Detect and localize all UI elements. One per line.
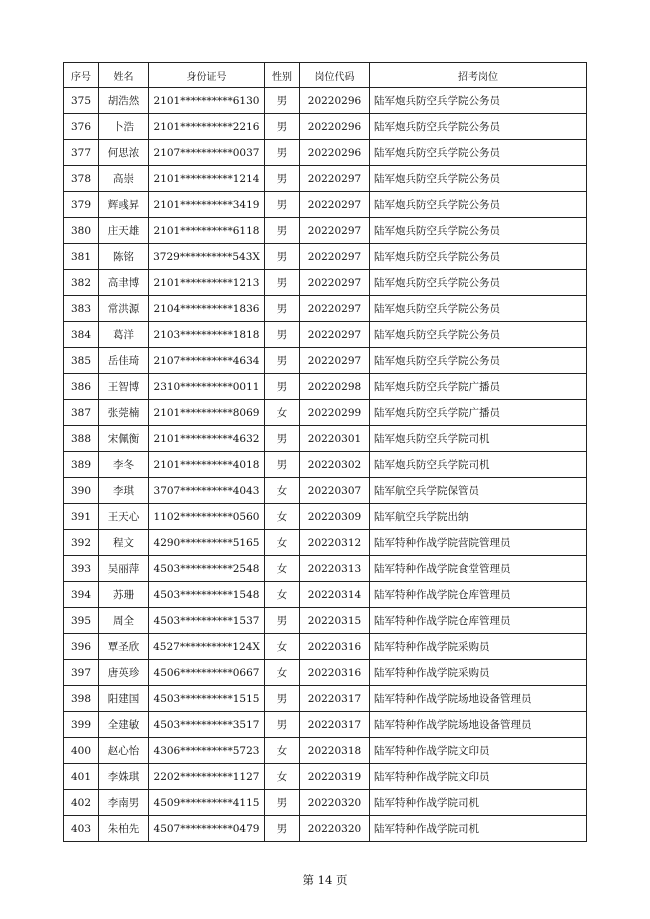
cell-gender: 女 (265, 530, 300, 556)
cell-post-code: 20220307 (300, 478, 370, 504)
cell-id-number: 1102**********0560 (149, 504, 265, 530)
cell-post-code: 20220297 (300, 166, 370, 192)
table-row (64, 504, 587, 530)
table-row (64, 270, 587, 296)
cell-id-number: 2101**********1214 (149, 166, 265, 192)
cell-index: 380 (64, 218, 99, 244)
table-row (64, 166, 587, 192)
cell-gender: 男 (265, 244, 300, 270)
cell-post-code: 20220316 (300, 634, 370, 660)
cell-gender: 男 (265, 296, 300, 322)
cell-id-number: 4509**********4115 (149, 790, 265, 816)
cell-gender: 男 (265, 192, 300, 218)
cell-index: 383 (64, 296, 99, 322)
cell-index: 391 (64, 504, 99, 530)
table-row (64, 712, 587, 738)
cell-gender: 男 (265, 114, 300, 140)
cell-index: 385 (64, 348, 99, 374)
cell-index: 381 (64, 244, 99, 270)
table-row (64, 530, 587, 556)
cell-post-code: 20220297 (300, 270, 370, 296)
cell-index: 403 (64, 816, 99, 842)
cell-name: 李南男 (99, 790, 149, 816)
cell-gender: 男 (265, 452, 300, 478)
cell-id-number: 4506**********0667 (149, 660, 265, 686)
cell-post-code: 20220318 (300, 738, 370, 764)
cell-post-code: 20220296 (300, 88, 370, 114)
cell-id-number: 3729**********543X (149, 244, 265, 270)
table-row (64, 634, 587, 660)
cell-post-code: 20220320 (300, 790, 370, 816)
cell-post-code: 20220317 (300, 686, 370, 712)
cell-name: 王天心 (99, 504, 149, 530)
cell-post: 陆军航空兵学院出纳 (370, 504, 587, 530)
cell-index: 388 (64, 426, 99, 452)
cell-post: 陆军炮兵防空兵学院公务员 (370, 192, 587, 218)
cell-gender: 男 (265, 426, 300, 452)
table-row (64, 374, 587, 400)
table-row (64, 790, 587, 816)
cell-gender: 男 (265, 270, 300, 296)
cell-index: 379 (64, 192, 99, 218)
cell-post: 陆军炮兵防空兵学院公务员 (370, 348, 587, 374)
cell-post: 陆军炮兵防空兵学院公务员 (370, 166, 587, 192)
cell-post: 陆军炮兵防空兵学院公务员 (370, 270, 587, 296)
cell-post: 陆军炮兵防空兵学院司机 (370, 452, 587, 478)
roster-table (63, 62, 587, 842)
cell-post-code: 20220298 (300, 374, 370, 400)
cell-id-number: 2103**********1818 (149, 322, 265, 348)
cell-id-number: 4503**********2548 (149, 556, 265, 582)
cell-id-number: 2101**********2216 (149, 114, 265, 140)
table-row (64, 192, 587, 218)
cell-post: 陆军特种作战学院仓库管理员 (370, 582, 587, 608)
cell-name: 庄天雄 (99, 218, 149, 244)
cell-index: 382 (64, 270, 99, 296)
cell-name: 全建敏 (99, 712, 149, 738)
cell-gender: 男 (265, 218, 300, 244)
cell-post: 陆军炮兵防空兵学院公务员 (370, 114, 587, 140)
cell-id-number: 4503**********1515 (149, 686, 265, 712)
cell-name: 李姝琪 (99, 764, 149, 790)
cell-name: 赵心怡 (99, 738, 149, 764)
cell-index: 399 (64, 712, 99, 738)
cell-post-code: 20220297 (300, 192, 370, 218)
cell-id-number: 4507**********0479 (149, 816, 265, 842)
cell-gender: 女 (265, 582, 300, 608)
table-row (64, 296, 587, 322)
table-row (64, 478, 587, 504)
cell-name: 朱柏先 (99, 816, 149, 842)
cell-index: 400 (64, 738, 99, 764)
cell-name: 李冬 (99, 452, 149, 478)
header-name: 姓名 (99, 63, 149, 88)
cell-name: 卜浩 (99, 114, 149, 140)
table-row (64, 686, 587, 712)
cell-id-number: 4306**********5723 (149, 738, 265, 764)
cell-id-number: 2101**********6118 (149, 218, 265, 244)
cell-index: 398 (64, 686, 99, 712)
cell-id-number: 2101**********4018 (149, 452, 265, 478)
cell-index: 397 (64, 660, 99, 686)
cell-id-number: 2101**********8069 (149, 400, 265, 426)
cell-gender: 男 (265, 322, 300, 348)
cell-id-number: 2310**********0011 (149, 374, 265, 400)
cell-name: 常洪源 (99, 296, 149, 322)
cell-post: 陆军特种作战学院采购员 (370, 660, 587, 686)
cell-gender: 女 (265, 478, 300, 504)
cell-gender: 男 (265, 790, 300, 816)
cell-index: 387 (64, 400, 99, 426)
cell-index: 402 (64, 790, 99, 816)
cell-id-number: 2101**********1213 (149, 270, 265, 296)
cell-gender: 男 (265, 816, 300, 842)
cell-name: 岳佳琦 (99, 348, 149, 374)
cell-id-number: 2101**********4632 (149, 426, 265, 452)
table-row (64, 426, 587, 452)
cell-post: 陆军特种作战学院文印员 (370, 764, 587, 790)
cell-post-code: 20220317 (300, 712, 370, 738)
table-row (64, 140, 587, 166)
cell-index: 377 (64, 140, 99, 166)
cell-post-code: 20220301 (300, 426, 370, 452)
cell-name: 王智博 (99, 374, 149, 400)
table-row (64, 88, 587, 114)
table-row (64, 322, 587, 348)
table-row (64, 452, 587, 478)
header-id-number: 身份证号 (149, 63, 265, 88)
cell-index: 378 (64, 166, 99, 192)
cell-name: 宋佩衡 (99, 426, 149, 452)
table-row (64, 400, 587, 426)
cell-post-code: 20220319 (300, 764, 370, 790)
cell-post: 陆军炮兵防空兵学院公务员 (370, 218, 587, 244)
cell-id-number: 4290**********5165 (149, 530, 265, 556)
cell-gender: 男 (265, 712, 300, 738)
cell-id-number: 2107**********0037 (149, 140, 265, 166)
cell-post: 陆军特种作战学院文印员 (370, 738, 587, 764)
cell-index: 386 (64, 374, 99, 400)
cell-name: 程文 (99, 530, 149, 556)
cell-id-number: 2107**********4634 (149, 348, 265, 374)
cell-id-number: 4503**********1548 (149, 582, 265, 608)
cell-id-number: 4527**********124X (149, 634, 265, 660)
cell-id-number: 2101**********3419 (149, 192, 265, 218)
cell-post: 陆军特种作战学院场地设备管理员 (370, 712, 587, 738)
cell-post-code: 20220320 (300, 816, 370, 842)
cell-post-code: 20220315 (300, 608, 370, 634)
cell-name: 陈铭 (99, 244, 149, 270)
cell-post-code: 20220313 (300, 556, 370, 582)
cell-index: 396 (64, 634, 99, 660)
cell-post: 陆军炮兵防空兵学院公务员 (370, 322, 587, 348)
cell-gender: 女 (265, 400, 300, 426)
cell-id-number: 2101**********6130 (149, 88, 265, 114)
cell-post-code: 20220297 (300, 348, 370, 374)
cell-name: 张莞楠 (99, 400, 149, 426)
cell-post: 陆军航空兵学院保管员 (370, 478, 587, 504)
table-row (64, 738, 587, 764)
cell-index: 395 (64, 608, 99, 634)
cell-gender: 男 (265, 374, 300, 400)
cell-id-number: 4503**********3517 (149, 712, 265, 738)
cell-name: 吴丽萍 (99, 556, 149, 582)
cell-post-code: 20220297 (300, 322, 370, 348)
cell-name: 辉彧昇 (99, 192, 149, 218)
cell-post: 陆军炮兵防空兵学院公务员 (370, 296, 587, 322)
table-row (64, 114, 587, 140)
cell-gender: 男 (265, 140, 300, 166)
cell-gender: 女 (265, 660, 300, 686)
cell-index: 392 (64, 530, 99, 556)
header-gender: 性别 (265, 63, 300, 88)
cell-gender: 女 (265, 556, 300, 582)
cell-post-code: 20220297 (300, 218, 370, 244)
header-post-code: 岗位代码 (300, 63, 370, 88)
cell-name: 苏珊 (99, 582, 149, 608)
cell-post: 陆军特种作战学院营院管理员 (370, 530, 587, 556)
table-row (64, 660, 587, 686)
table-row (64, 816, 587, 842)
cell-index: 376 (64, 114, 99, 140)
cell-gender: 男 (265, 348, 300, 374)
cell-name: 高聿博 (99, 270, 149, 296)
roster-body (64, 88, 587, 842)
cell-post-code: 20220309 (300, 504, 370, 530)
cell-index: 384 (64, 322, 99, 348)
cell-post-code: 20220316 (300, 660, 370, 686)
page-number: 第 14 页 (302, 873, 348, 887)
cell-post: 陆军特种作战学院司机 (370, 816, 587, 842)
cell-name: 胡浩然 (99, 88, 149, 114)
cell-id-number: 4503**********1537 (149, 608, 265, 634)
cell-post-code: 20220312 (300, 530, 370, 556)
cell-index: 393 (64, 556, 99, 582)
cell-post-code: 20220297 (300, 296, 370, 322)
cell-name: 覃圣欣 (99, 634, 149, 660)
cell-post-code: 20220296 (300, 114, 370, 140)
cell-post: 陆军炮兵防空兵学院广播员 (370, 400, 587, 426)
cell-name: 李琪 (99, 478, 149, 504)
cell-post: 陆军炮兵防空兵学院公务员 (370, 244, 587, 270)
cell-post-code: 20220297 (300, 244, 370, 270)
cell-gender: 男 (265, 686, 300, 712)
cell-post: 陆军特种作战学院司机 (370, 790, 587, 816)
cell-name: 唐英珍 (99, 660, 149, 686)
cell-gender: 女 (265, 634, 300, 660)
table-row (64, 764, 587, 790)
header-row (64, 63, 587, 88)
cell-index: 375 (64, 88, 99, 114)
cell-id-number: 2202**********1127 (149, 764, 265, 790)
cell-post: 陆军炮兵防空兵学院公务员 (370, 140, 587, 166)
cell-post: 陆军特种作战学院场地设备管理员 (370, 686, 587, 712)
cell-post: 陆军炮兵防空兵学院司机 (370, 426, 587, 452)
cell-index: 389 (64, 452, 99, 478)
cell-index: 390 (64, 478, 99, 504)
cell-post: 陆军特种作战学院采购员 (370, 634, 587, 660)
cell-gender: 女 (265, 764, 300, 790)
cell-post: 陆军特种作战学院食堂管理员 (370, 556, 587, 582)
table-row (64, 244, 587, 270)
cell-name: 何思浓 (99, 140, 149, 166)
cell-post: 陆军特种作战学院仓库管理员 (370, 608, 587, 634)
cell-name: 葛洋 (99, 322, 149, 348)
cell-index: 401 (64, 764, 99, 790)
header-post: 招考岗位 (370, 63, 587, 88)
cell-post-code: 20220296 (300, 140, 370, 166)
table-row (64, 608, 587, 634)
cell-index: 394 (64, 582, 99, 608)
cell-name: 阳建国 (99, 686, 149, 712)
cell-gender: 男 (265, 166, 300, 192)
table-row (64, 348, 587, 374)
cell-gender: 男 (265, 608, 300, 634)
cell-post-code: 20220314 (300, 582, 370, 608)
cell-post-code: 20220302 (300, 452, 370, 478)
cell-gender: 男 (265, 88, 300, 114)
cell-id-number: 3707**********4043 (149, 478, 265, 504)
cell-gender: 女 (265, 738, 300, 764)
table-row (64, 582, 587, 608)
cell-id-number: 2104**********1836 (149, 296, 265, 322)
cell-post: 陆军炮兵防空兵学院广播员 (370, 374, 587, 400)
cell-gender: 女 (265, 504, 300, 530)
header-index: 序号 (64, 63, 99, 88)
cell-name: 高崇 (99, 166, 149, 192)
table-row (64, 556, 587, 582)
table-row (64, 218, 587, 244)
cell-post-code: 20220299 (300, 400, 370, 426)
cell-name: 周全 (99, 608, 149, 634)
cell-post: 陆军炮兵防空兵学院公务员 (370, 88, 587, 114)
